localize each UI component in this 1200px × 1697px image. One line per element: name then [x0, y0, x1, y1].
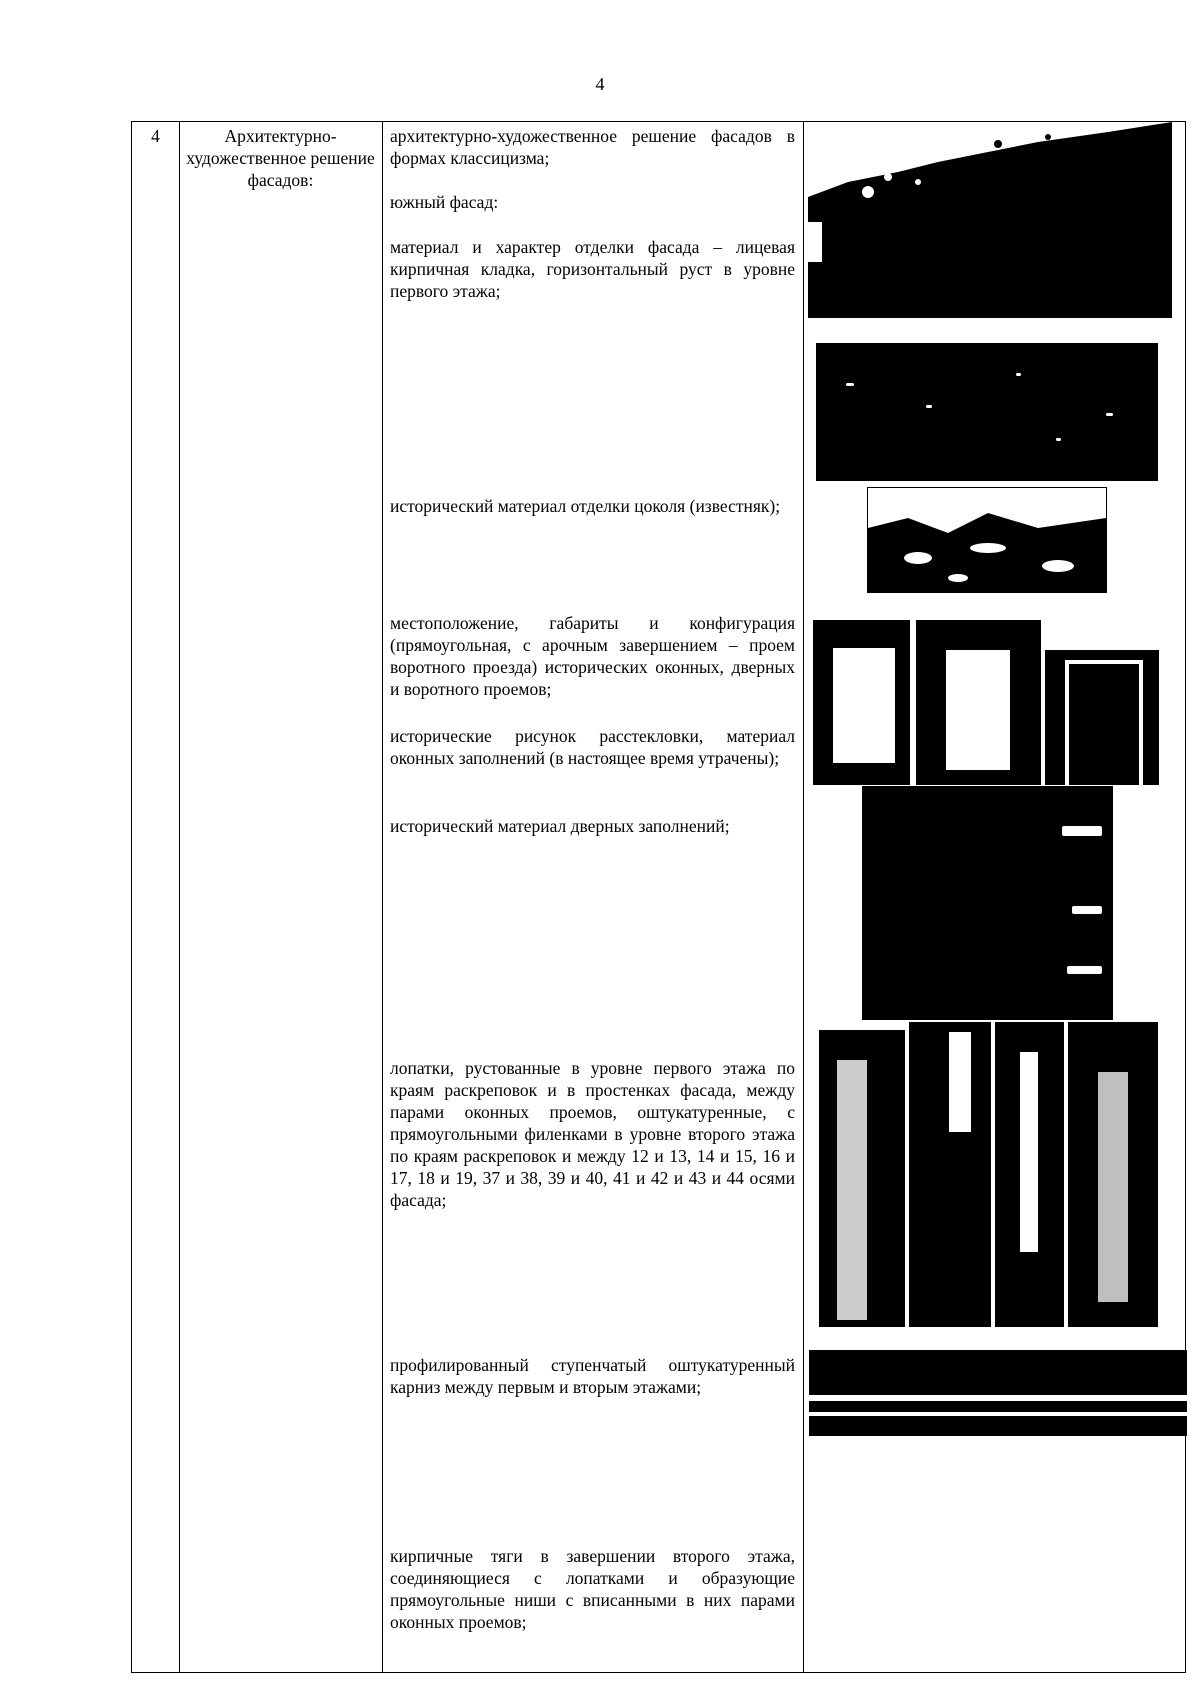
- pilaster-photo-3: [995, 1022, 1064, 1327]
- window-opening-photo-2: [916, 620, 1041, 785]
- facade-photo: [808, 122, 1172, 318]
- paragraph-plinth-material: [390, 495, 795, 517]
- paragraph-finish-material: [390, 236, 795, 302]
- rustication-photo: [816, 343, 1158, 481]
- paragraph-text: лопатки, рустованные в уровне первого этажа по краям раскреповок и в простенках фасада, между парами оконных проемов, оштукатуренные, с прямоугольными филенками в уровне второго этажа по краям раскреповок и между 12 и 13, 14 и 15, 16 и 17, 18 и 19, 37 и 38, 39 и 40, 41 и 42 и 43 и 44 осями фасада;: [390, 1058, 795, 1210]
- plinth-limestone-photo: [867, 487, 1107, 593]
- paragraph-style: [390, 125, 795, 169]
- paragraph-door-material: [390, 815, 795, 837]
- column-divider: [803, 122, 804, 1672]
- paragraph-text: материал и характер отделки фасада – лицевая кирпичная кладка, горизонтальный руст в уровне первого этажа;: [390, 237, 795, 301]
- door-opening-photo: [1045, 620, 1159, 785]
- page-number: 4: [595, 74, 605, 94]
- pilaster-photo-4: [1068, 1022, 1158, 1327]
- paragraph-text: профилированный ступенчатый оштукатуренный карниз между первым и вторым этажами;: [390, 1355, 795, 1397]
- paragraph-text: исторический материал дверных заполнений;: [390, 816, 730, 836]
- paragraph-text: кирпичные тяги в завершении второго этажа, соединяющиеся с лопатками и образующие прямоугольные ниши с вписанными в них парами оконных проемов;: [390, 1546, 795, 1632]
- pilaster-photo-2: [909, 1022, 991, 1327]
- pilaster-photo-1: [819, 1030, 905, 1327]
- column-divider: [382, 122, 383, 1672]
- paragraph-glazing: [390, 725, 795, 769]
- door-fill-photo: [862, 786, 1113, 1020]
- paragraph-text: архитектурно-художественное решение фасадов в формах классицизма;: [390, 126, 795, 168]
- facade-image: [808, 122, 1172, 318]
- paragraph-openings: [390, 612, 795, 700]
- paragraph-text: южный фасад:: [390, 192, 499, 212]
- paragraph-text: местоположение, габариты и конфигурация (прямоугольная, с арочным завершением – проем воротного проезда) исторических оконных, дверных и воротного проемов;: [390, 613, 795, 699]
- paragraph-cornice: [390, 1354, 795, 1398]
- paragraph-pilasters: [390, 1057, 795, 1211]
- window-opening-photo-1: [813, 620, 910, 785]
- paragraph-text: исторические рисунок расстекловки, материал оконных заполнений (в настоящее время утрачены);: [390, 726, 795, 768]
- row-subject: Архитектурно-художественное решение фасадов:: [186, 126, 375, 190]
- cornice-photo: [809, 1350, 1187, 1436]
- limestone-image: [868, 488, 1106, 592]
- column-divider: [179, 122, 180, 1672]
- row-number: 4: [151, 126, 160, 146]
- paragraph-brick-bands: [390, 1545, 795, 1633]
- paragraph-text: исторический материал отделки цоколя (известняк);: [390, 496, 781, 516]
- paragraph-facade-heading: [390, 191, 795, 213]
